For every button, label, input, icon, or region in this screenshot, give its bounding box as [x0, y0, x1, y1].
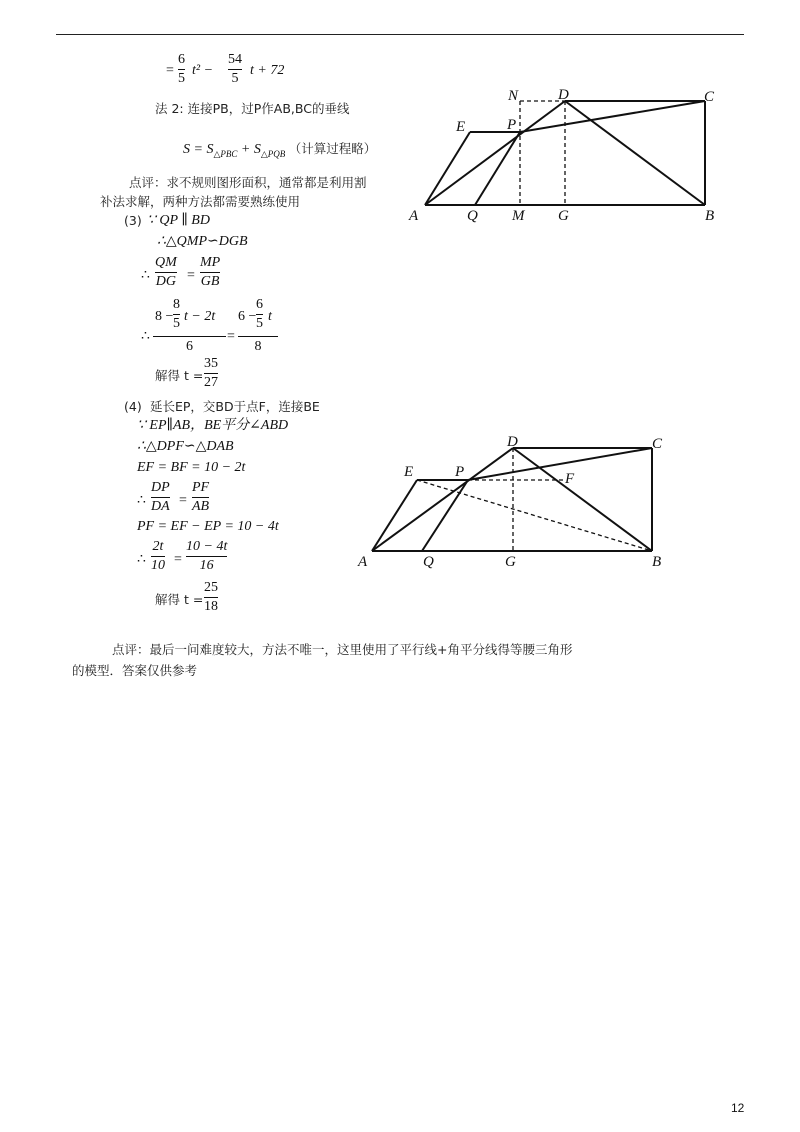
part3-similar: ∴△QMP∽DGB — [157, 234, 248, 249]
frac-den: 10 — [151, 558, 165, 573]
part4-solve-prefix: 解得 t = — [155, 592, 204, 607]
eq-left-num-a: 8 − — [155, 309, 174, 324]
eq-right-inner-frac — [256, 298, 263, 331]
fraction-6-5 — [178, 53, 185, 86]
frac-num: 8 — [173, 297, 180, 312]
part4-pf: PF = EF − EP = 10 − 4t — [137, 519, 279, 534]
eq-left-den: 6 — [186, 339, 193, 354]
frac-den: DA — [151, 499, 170, 514]
part4-ratio-eq: = — [179, 493, 187, 508]
part4-ratio-right — [192, 481, 209, 514]
part4-ef: EF = BF = 10 − 2t — [137, 460, 246, 475]
label-a: A — [409, 208, 419, 224]
label-n: N — [508, 88, 519, 104]
geometry-figure-2 — [350, 430, 680, 575]
comment1-line2: 补法求解，两种方法都需要熟练使用 — [100, 194, 301, 209]
label-f: F — [565, 471, 575, 487]
area-note: （计算过程略） — [288, 141, 377, 156]
segment-qp — [475, 132, 520, 205]
part4-eq-therefore: ∴ — [137, 552, 146, 567]
frac-den: 5 — [178, 71, 185, 86]
part3-ratio-right — [200, 256, 220, 289]
comment1-line1: 点评：求不规则图形面积，通常都是利用割 — [129, 175, 367, 190]
label-d: D — [507, 434, 518, 450]
segment-ad — [425, 101, 565, 205]
area-plus: + S — [240, 142, 261, 157]
part4-eq-equals: = — [174, 552, 182, 567]
frac-num: 6 — [256, 297, 263, 312]
label-p: P — [455, 464, 465, 480]
part4-solve-fraction — [204, 581, 218, 614]
segment-db — [513, 448, 652, 551]
frac-den: 5 — [256, 316, 263, 331]
frac-num: MP — [200, 255, 221, 270]
frac-num: QM — [155, 255, 177, 270]
part4-label: (4) — [124, 399, 142, 414]
label-g: G — [558, 208, 569, 224]
part4-step1: 延长EP，交BD于点F，连接BE — [150, 399, 320, 414]
frac-den: 18 — [204, 599, 218, 614]
frac-den: DG — [155, 274, 176, 289]
segment-qp — [422, 480, 468, 551]
dashed-eb — [417, 480, 652, 551]
header-rule — [56, 34, 744, 35]
expr-prefix: = — [166, 63, 174, 78]
label-b: B — [705, 208, 715, 224]
part4-given: ∵ EP∥AB，BE平分∠ABD — [137, 418, 289, 433]
part3-eq-left-fraction — [153, 298, 226, 355]
label-b: B — [652, 554, 662, 570]
frac-num: 54 — [228, 52, 242, 67]
label-c: C — [652, 436, 663, 452]
frac-num: PF — [192, 480, 210, 495]
part3-eq-right-fraction — [238, 298, 278, 355]
method2-text: 法 2: 连接PB，过P作AB,BC的垂线 — [155, 101, 350, 116]
label-e: E — [456, 119, 466, 135]
geometry-figure-1 — [400, 80, 730, 230]
frac-den: GB — [200, 274, 220, 289]
frac-den: 27 — [204, 375, 218, 390]
eq-left-inner-frac — [173, 298, 180, 331]
part4-eq-right — [186, 540, 227, 573]
frac-num: DP — [151, 480, 170, 495]
frac-den: AB — [192, 499, 210, 514]
segment-ae — [425, 132, 470, 205]
label-e: E — [404, 464, 414, 480]
area-sub2: △PQB — [260, 148, 286, 159]
part3-eq-therefore: ∴ — [141, 329, 150, 344]
label-q: Q — [467, 208, 478, 224]
expr-term2: t + 72 — [250, 63, 285, 78]
label-a: A — [358, 554, 368, 570]
eq-left-num-b: t − 2t — [184, 309, 216, 324]
frac-den: 5 — [231, 71, 239, 86]
label-p: P — [507, 117, 517, 133]
label-c: C — [704, 89, 715, 105]
comment2-line1: 点评：最后一问难度较大，方法不唯一，这里使用了平行线+角平分线得等腰三角形 — [112, 642, 573, 657]
eq-right-den: 8 — [254, 339, 262, 354]
segment-ae — [372, 480, 417, 551]
frac-num: 2t — [152, 539, 164, 554]
page-number: 12 — [731, 1101, 745, 1115]
part3-given: ∵ QP ∥ BD — [147, 213, 210, 228]
area-lhs: S = S — [183, 142, 214, 157]
segment-ad — [372, 448, 513, 551]
part3-ratio-therefore: ∴ — [141, 268, 150, 283]
area-formula — [183, 143, 376, 159]
part4-ratio-left — [151, 481, 170, 514]
part3-label: (3) — [124, 213, 142, 228]
eq-right-num-a: 6 − — [238, 309, 257, 324]
part3-ratio-eq: = — [187, 268, 195, 283]
segment-pc — [468, 448, 652, 480]
comment2-line2: 的模型．答案仅供参考 — [72, 663, 198, 678]
label-g: G — [505, 554, 516, 570]
frac-num: 6 — [178, 52, 185, 67]
frac-num: 10 − 4t — [186, 539, 228, 554]
label-d: D — [558, 87, 569, 103]
frac-num: 35 — [204, 356, 218, 371]
part3-solve-fraction — [204, 357, 218, 390]
part4-ratio-therefore: ∴ — [137, 493, 146, 508]
part4-similar: ∴△DPF∽△DAB — [137, 439, 234, 454]
part3-ratio-left — [155, 256, 177, 289]
frac-den: 16 — [199, 558, 214, 573]
segment-db — [565, 101, 705, 205]
segment-pc — [520, 101, 705, 132]
frac-den: 5 — [173, 316, 180, 331]
frac-num: 25 — [204, 580, 218, 595]
label-q: Q — [423, 554, 434, 570]
expr-term1: t² − — [192, 63, 214, 78]
fraction-54-5 — [228, 53, 242, 86]
part3-solve-prefix: 解得 t = — [155, 368, 204, 383]
area-sub1: △PBC — [213, 148, 238, 159]
eq-right-num-b: t — [268, 309, 272, 324]
part3-eq-equals: = — [227, 329, 235, 344]
part4-eq-left — [151, 540, 165, 573]
label-m: M — [512, 208, 525, 224]
